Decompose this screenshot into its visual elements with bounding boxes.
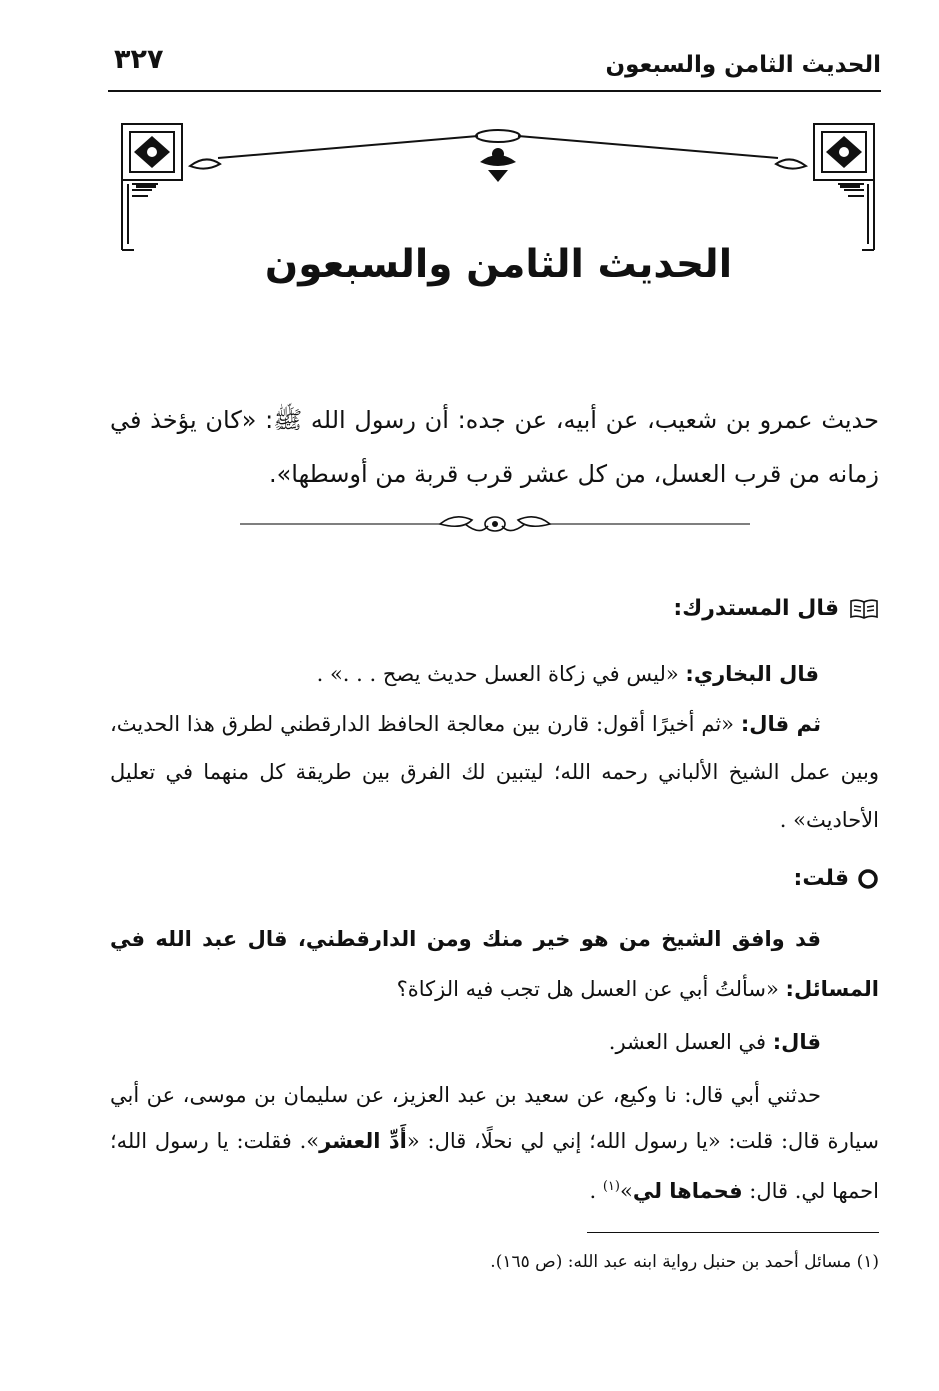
section-heading [673,596,879,621]
circle-icon [857,868,879,890]
qal-text: في العسل العشر. [608,1030,773,1054]
qal-paragraph [110,1018,879,1066]
qal-label: قال: [772,1030,821,1054]
qult-label: قلت: [793,866,849,891]
qult-heading [794,866,879,891]
haddathani-text-3: » [619,1179,633,1203]
thumma-paragraph [110,700,879,844]
footnote-ref: (١) [602,1179,620,1194]
ornamental-title-frame [118,118,878,258]
bukhari-text: «ليس في زكاة العسل حديث يصح . . .» . [316,662,686,686]
haddathani-text-2: ». فقلت: يا رسول الله؛ احمها لي. قال: [110,1129,879,1203]
wafaq-bold-text: قد وافق الشيخ من هو خير منك ومن الدارقطني، قال عبد الله في المسائل: [110,927,879,1001]
section-heading-label: قال المستدرك: [673,596,839,621]
running-title: الحديث الثامن والسبعون [605,52,881,78]
haddathani-bold-2: فحماها لي [632,1179,743,1203]
bukhari-label: قال البخاري: [685,662,819,686]
hadith-text: حديث عمرو بن شعيب، عن أبيه، عن جده: أن رسول الله ﷺ: «كان يؤخذ في زمانه من قرب العسل، من كل عشر قرب قربة من أوسطها». [110,406,879,488]
wafaq-text: «سألتُ أبي عن العسل هل تجب فيه الزكاة؟ [396,977,786,1001]
ornamental-separator [240,510,750,538]
thumma-label: ثم قال: [740,712,822,736]
bukhari-paragraph [110,650,879,698]
footnote: (١) مسائل أحمد بن حنبل رواية ابنه عبد الله: (ص ١٦٥). [490,1252,879,1272]
thumma-text: «ثم أخيرًا أقول: قارن بين معالجة الحافظ الدارقطني لطرق هذا الحديث، وبين عمل الشيخ الألباني رحمه الله؛ ليتبين لك الفرق بين طريقة كل منهما في تعليل الأحاديث» . [110,712,879,832]
running-header [108,38,881,92]
haddathani-text: حدثني أبي قال: نا وكيع، عن سعيد بن عبد العزيز، عن سليمان بن موسى، عن أبي سيارة قال: قلت: «يا رسول الله؛ إني لي نحلًا، قال: « [110,1083,879,1153]
haddathani-paragraph [110,1072,879,1214]
page-number: ٣٢٧ [114,44,164,75]
chapter-title: الحديث الثامن والسبعون [264,242,733,287]
open-book-icon [849,598,879,620]
haddathani-bold-1: أَدِّ العشر [319,1129,407,1153]
haddathani-end: . [589,1179,603,1203]
footnote-rule [587,1232,879,1233]
wafaq-paragraph [110,914,879,1014]
